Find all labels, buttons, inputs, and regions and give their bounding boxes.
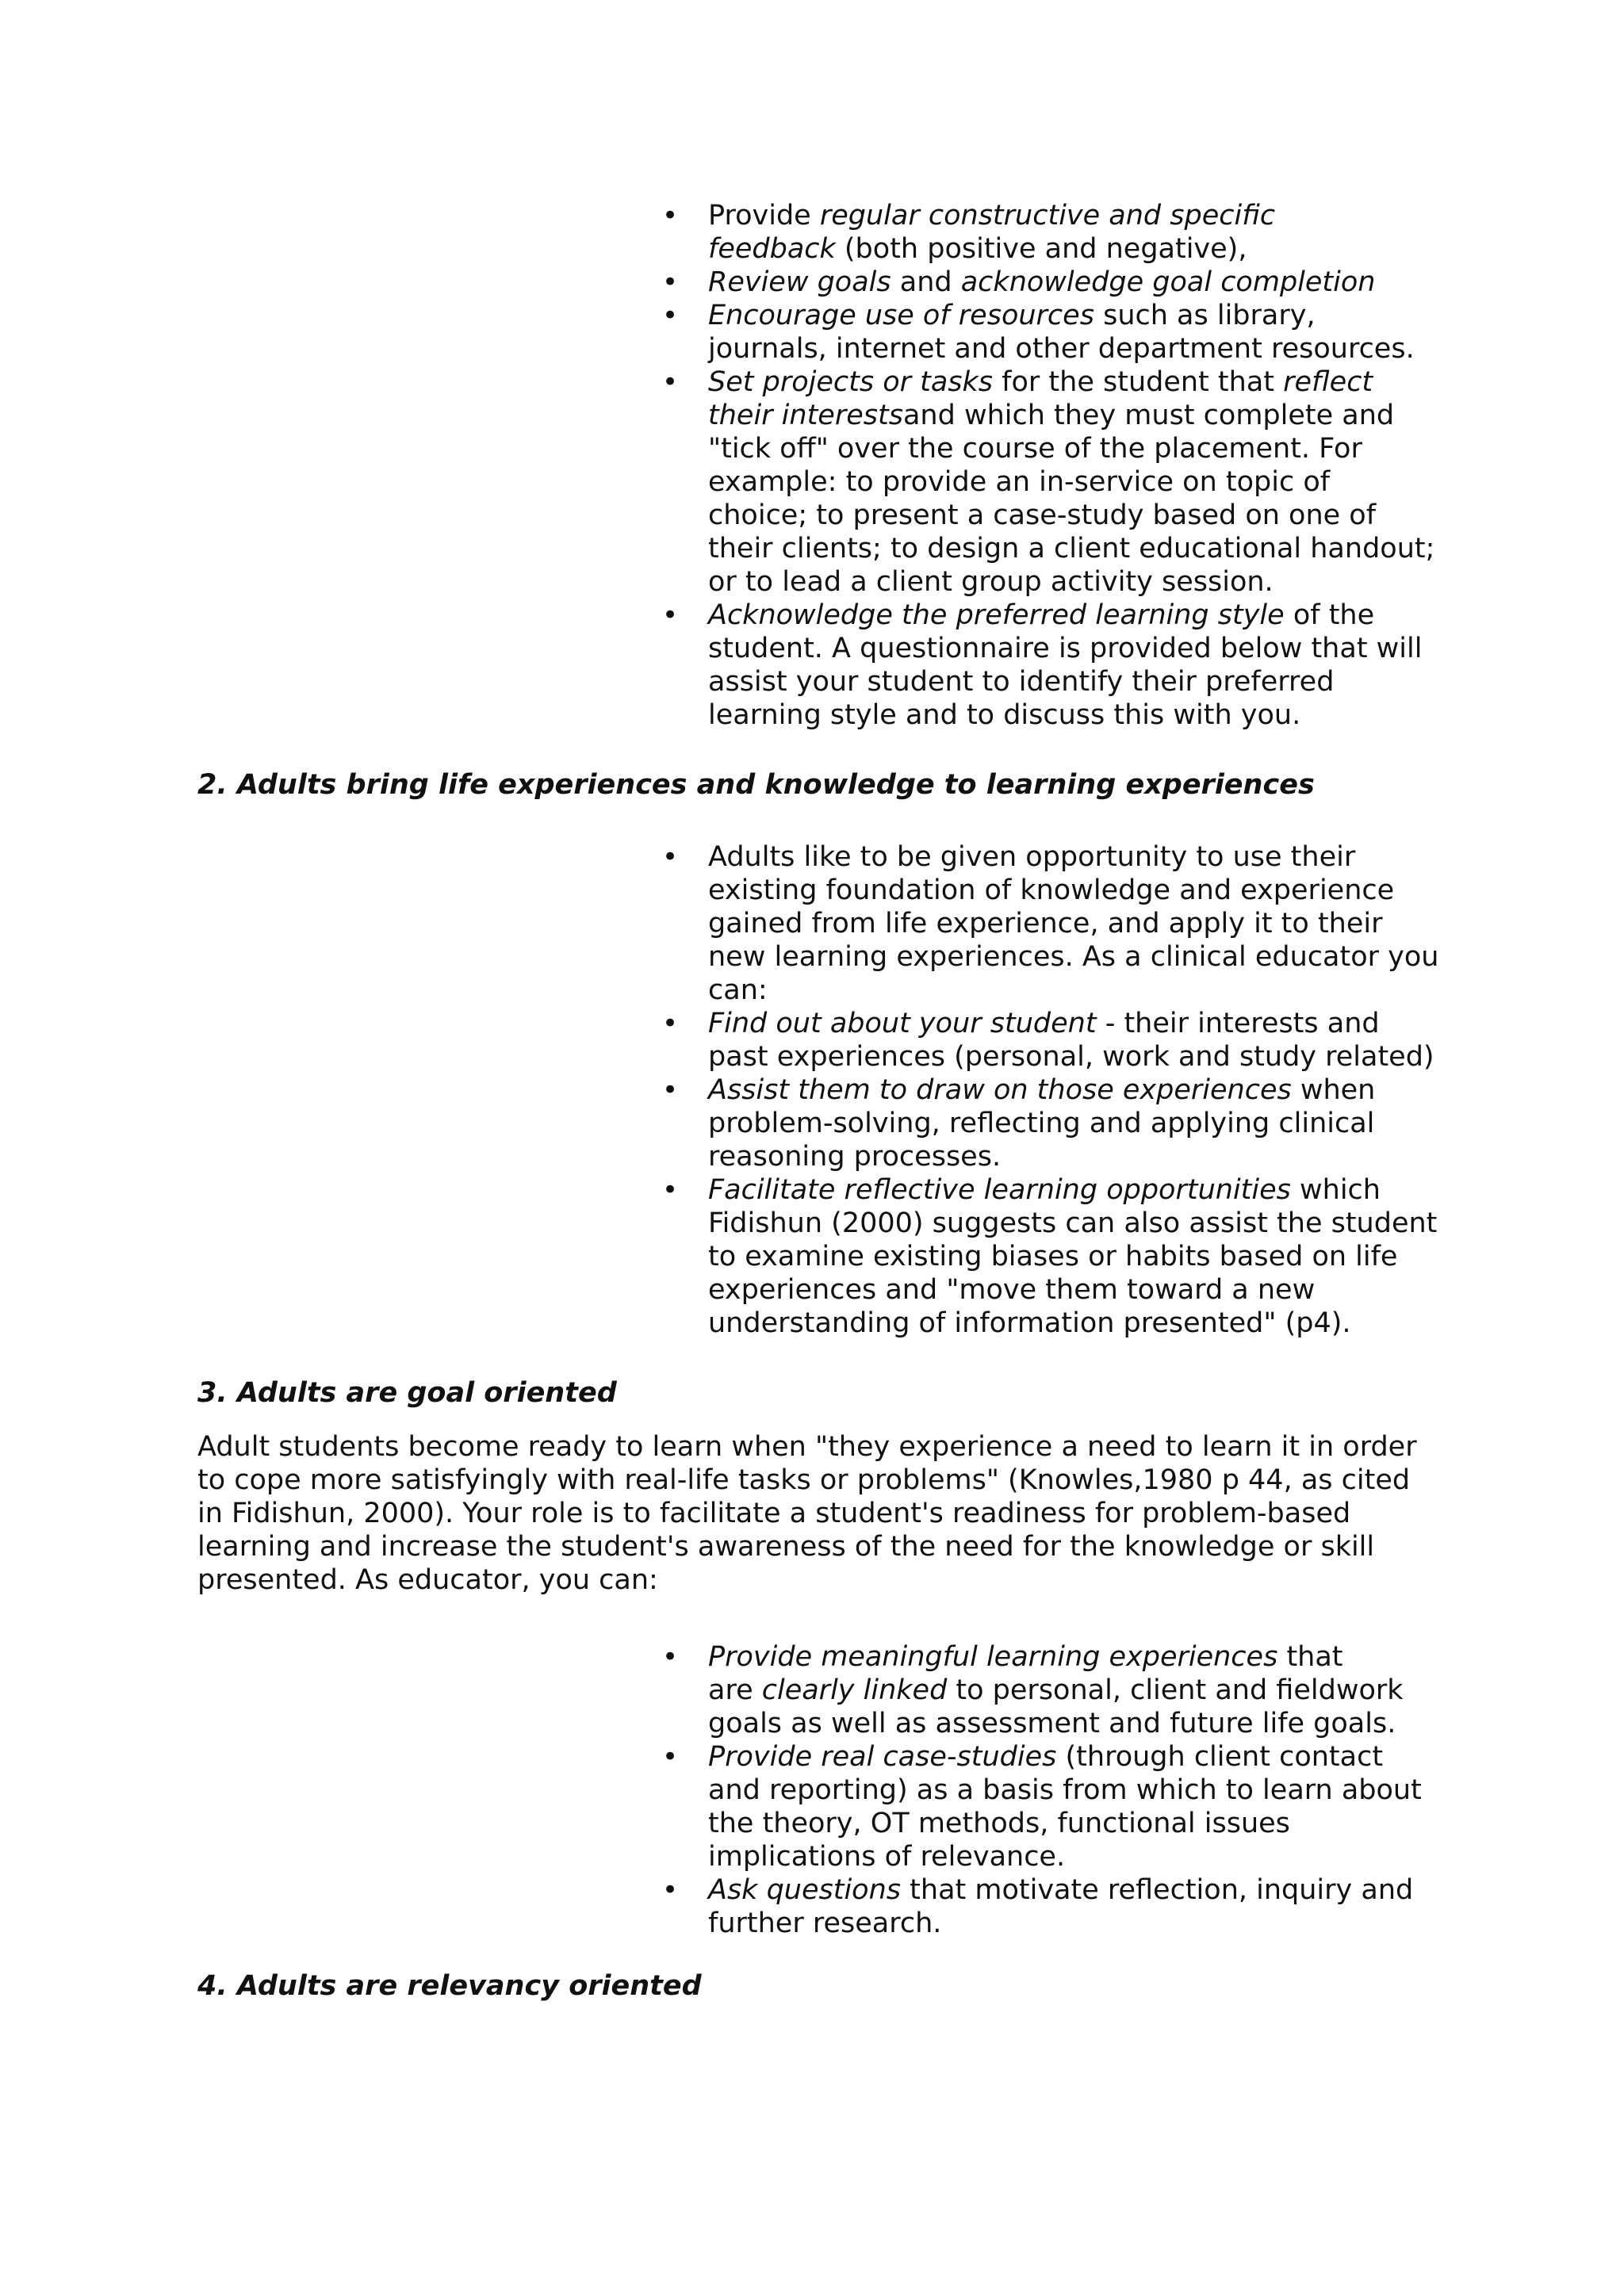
line: learning and increase the student's awareness of the need for the knowledge or skill	[197, 1531, 1375, 1563]
line: experiences and "move them toward a new	[708, 1274, 1316, 1306]
list-item	[661, 1873, 1541, 1940]
section-heading-3: 3. Adults are goal oriented	[197, 1377, 617, 1409]
list-item	[661, 266, 1541, 299]
bullet-icon: •	[661, 1008, 679, 1039]
line: Provide real case-studies (through client contact	[708, 1741, 1384, 1773]
list-item	[661, 299, 1541, 365]
line: Facilitate reflective learning opportunities which	[708, 1174, 1381, 1206]
list-item	[661, 1640, 1541, 1740]
line: gained from life experience, and apply it to their	[708, 908, 1383, 939]
bullet-list-life-experience	[661, 840, 1541, 1340]
line: are clearly linked to personal, client and fieldwork	[708, 1674, 1404, 1706]
line: to cope more satisfyingly with real-life tasks or problems" (Knowles,1980 p 44, as cited	[197, 1464, 1411, 1496]
bullet-icon: •	[661, 200, 679, 232]
line: their clients; to design a client educational handout;	[708, 533, 1435, 564]
line: learning style and to discuss this with you.	[708, 699, 1301, 731]
list-item	[661, 1007, 1541, 1073]
line: Assist them to draw on those experiences when	[708, 1074, 1376, 1106]
line: Find out about your student - their interests and	[708, 1008, 1380, 1039]
bullet-icon: •	[661, 366, 679, 398]
line: Encourage use of resources such as library,	[708, 300, 1316, 331]
bullet-icon: •	[661, 1074, 679, 1106]
bullet-list-educator-actions	[661, 1640, 1541, 1940]
line: new learning experiences. As a clinical educator you	[708, 941, 1439, 973]
line: existing foundation of knowledge and experience	[708, 874, 1395, 906]
line: Adults like to be given opportunity to use their	[708, 841, 1356, 873]
line: can:	[708, 974, 768, 1006]
line: Review goals and acknowledge goal completion	[708, 266, 1376, 298]
bullet-icon: •	[661, 266, 679, 298]
line: Ask questions that motivate reflection, inquiry and	[708, 1874, 1414, 1906]
line: to examine existing biases or habits based on life	[708, 1241, 1398, 1272]
list-item	[661, 199, 1541, 266]
bullet-icon: •	[661, 300, 679, 331]
paragraph-goal-oriented	[197, 1430, 1466, 1597]
line: Provide meaningful learning experiences that	[708, 1641, 1343, 1673]
line: example: to provide an in-service on topic of	[708, 466, 1331, 498]
line: Adult students become ready to learn when "they experience a need to learn it in order	[197, 1431, 1417, 1463]
line: reasoning processes.	[708, 1141, 1002, 1173]
bullet-icon: •	[661, 1174, 679, 1206]
line: in Fidishun, 2000). Your role is to facilitate a student's readiness for problem-based	[197, 1498, 1351, 1529]
line: goals as well as assessment and future life goals.	[708, 1708, 1396, 1739]
list-item	[661, 1173, 1541, 1340]
line: the theory, OT methods, functional issues	[708, 1808, 1290, 1839]
section-heading-2: 2. Adults bring life experiences and knowledge to learning experiences	[197, 769, 1315, 801]
bullet-icon: •	[661, 599, 679, 631]
line: journals, internet and other department resources.	[708, 333, 1415, 365]
line: student. A questionnaire is provided below that will	[708, 633, 1423, 664]
line: past experiences (personal, work and study related)	[708, 1041, 1434, 1073]
section-heading-4: 4. Adults are relevancy oriented	[197, 1970, 702, 2002]
line: further research.	[708, 1908, 942, 1939]
line: presented. As educator, you can:	[197, 1564, 658, 1596]
bullet-list-feedback	[661, 199, 1541, 732]
line: Acknowledge the preferred learning style of the	[708, 599, 1375, 631]
line: and reporting) as a basis from which to learn about	[708, 1774, 1422, 1806]
line: or to lead a client group activity session.	[708, 566, 1274, 598]
line: Fidishun (2000) suggests can also assist the student	[708, 1207, 1438, 1239]
bullet-icon: •	[661, 1874, 679, 1906]
bullet-icon: •	[661, 1741, 679, 1773]
line: implications of relevance.	[708, 1841, 1066, 1873]
line: feedback (both positive and negative),	[708, 233, 1247, 265]
line: assist your student to identify their preferred	[708, 666, 1335, 698]
line: understanding of information presented" (p4).	[708, 1307, 1351, 1339]
list-item	[661, 599, 1541, 732]
bullet-icon: •	[661, 1641, 679, 1673]
list-item	[661, 365, 1541, 599]
line: Set projects or tasks for the student that reflect	[708, 366, 1373, 398]
line: their interestsand which they must complete and	[708, 400, 1395, 431]
list-item	[661, 1073, 1541, 1173]
line: "tick off" over the course of the placement. For	[708, 433, 1362, 465]
list-item	[661, 1740, 1541, 1873]
line: Provide regular constructive and specific	[708, 200, 1276, 232]
line: problem-solving, reflecting and applying clinical	[708, 1108, 1375, 1139]
bullet-icon: •	[661, 841, 679, 873]
list-item	[661, 840, 1541, 1007]
line: choice; to present a case-study based on one of	[708, 499, 1377, 531]
